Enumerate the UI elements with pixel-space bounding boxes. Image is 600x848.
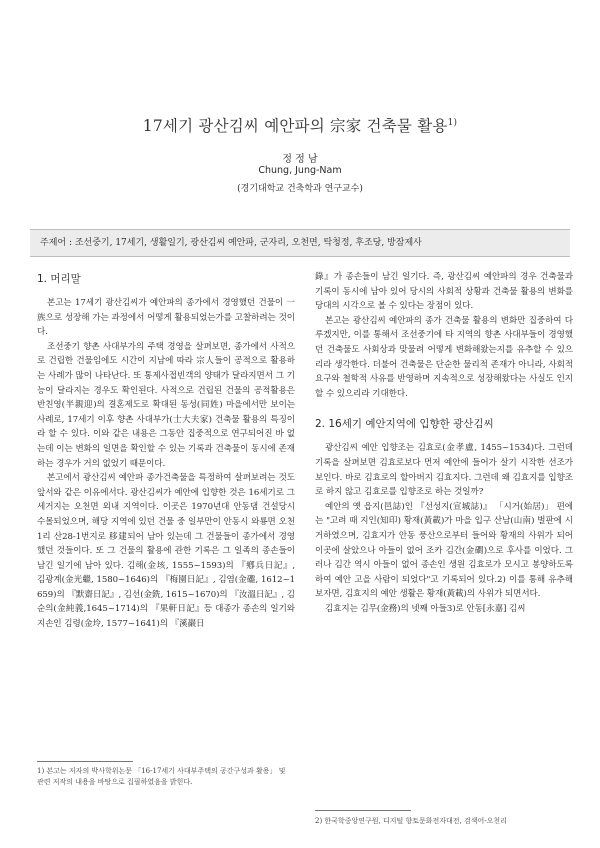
- author-affiliation: (경기대학교 건축학과 연구교수): [237, 184, 363, 194]
- footnote-rule: [37, 761, 133, 762]
- section-spacer: [315, 401, 573, 415]
- paper-title: [0, 114, 600, 136]
- heading-spacer: [315, 433, 573, 441]
- footnote-rule: [315, 810, 411, 811]
- section-1-heading: 1. 머리말: [37, 273, 81, 285]
- keywords-box: 주제어 : 조선중기, 17세기, 생활일기, 광산김씨 예안파, 군자리, 오천면, 탁청정, 후조당, 방잠제사: [30, 229, 570, 257]
- paragraph: 광산김씨 예안 입향조는 김효로(金孝盧, 1455~1534)다. 그런데 기록을 살펴보면 김효로보다 먼저 예안에 들어가 살기 시작한 선조가 보인다. 바로 김효로의 할아버지 김효지다. 그런데 왜 김효지를 입향조로 하지 않고 김효로를 입향조로 하는 것일까?: [315, 443, 573, 498]
- right-column: [315, 270, 573, 616]
- paragraph: 본고는 17세기 광산김씨가 예안파의 종가에서 경영했던 건물이 一族으로 성장해 가는 과정에서 어떻게 활용되었는가를 고찰하려는 것이다.: [37, 298, 295, 338]
- paragraph: 본고에서 광산김씨 예안파 종가건축물을 특정하여 살펴보려는 것도 앞서와 같은 이유에서다. 광산김씨가 예안에 입향한 것은 16세기로 그 세거지는 오천면 외내 지역이다. 이곳은 1970년대 안동댐 건설당시 수몰되었으며, 해당 지역에 있던 건물 중 일부만이 안동시 와룡면 오천1리 산28-1번지로 移建되어 남아 있는데 그 건물들이 종가에서 경영했던 것들이다. 또 그 건물의 활용에 관한 기록은 그 일족의 종손들이 남긴 일기에 남아 있다. 김해(金垓, 1555~1593)의 『鄕兵日記』, 김광계(金光繼, 1580~1646)의 『梅園日記』, 김염(金䃲, 1612~1659)의 『默齋日記』, 김선(金銑, 1615~1670)의 『汝溫日記』, 김순의(金純義,1645~1714)의 『果軒日記』등 대종가 종손의 일기와 지손인 김령(金坽, 1577~1641)의 『溪巖日: [37, 473, 295, 630]
- paragraph: 조선중기 향촌 사대부가의 주택 경영을 살펴보면, 종가에서 사적으로 건립한 건물임에도 시간이 지남에 따라 宗人들이 공적으로 활용하는 사례가 많이 나타난다. 또 통제사접빈객의 양태가 달라지면서 그 기능이 달라지는 경우도 확인된다. 사적으로 건립된 건물의 공적활용은 반친영(半親迎)의 결혼제도로 확대된 동성(同姓) 마을에서만 보이는 사례로, 17세기 이후 향촌 사대부가(士大夫家) 건축물 활용의 특징이라 할 수 있다. 이와 같은 내용은 그동안 집중적으로 연구되어진 바 없는데 이는 변화의 일면을 확인할 수 있는 기록과 건축물이 동시에 존재하는 경우가 거의 없었기 때문이다.: [37, 341, 295, 469]
- section-2-heading: 2. 16세기 예안지역에 입향한 광산김씨: [315, 418, 494, 431]
- author-name-english: Chung, Jung-Nam: [258, 165, 342, 176]
- author-name-korean: 정 정 남: [282, 154, 318, 165]
- paragraph: 예안의 옛 읍지(邑誌)인 『선성지(宣城誌)』 「시거(始居)」 편에는 "고려 때 지인(知印) 황재(黃載)가 마을 입구 산남(山南) 벌판에 시거하였으며, 김효지가 안동 풍산으로부터 들어와 황재의 사위가 되어 이곳에 살았으나 아들이 없어 조카 김간(金磵)으로 후사를 이었다. 그러나 김간 역시 아들이 없어 종손인 생원 김효로가 모시고 봉양하도록 하여 예안 고을 사람이 되었다"고 기록되어 있다.2) 이를 통해 유추해보자면, 김효지의 예안 생활은 황재(黃載)의 사위가 되면서다.: [315, 501, 573, 600]
- paper-title-text: 17세기 광산김씨 예안파의 宗家 건축물 활용: [142, 117, 448, 135]
- footnote-1: 1) 본고는 저자의 박사학위논문 「16-17세기 사대부주택의 공간구성과 활용」 및 관련 저작의 내용을 바탕으로 집필하였음을 밝힌다.: [37, 767, 286, 786]
- paragraph-continued: 錄』가 종손들이 남긴 일기다. 즉, 광산김씨 예안파의 경우 건축물과 기록이 동시에 남아 있어 당시의 사회적 상황과 건축물 활용의 변화를 당대의 시각으로 볼 수 있다는 장점이 있다.: [315, 272, 573, 312]
- footnote-2: 2) 한국학중앙연구원, 디지털 향토문화전자대전, 검색어-오천리: [315, 817, 507, 825]
- heading-spacer: [37, 288, 295, 296]
- left-column: [37, 270, 295, 632]
- paragraph: 김효지는 김무(金務)의 넷째 아들3)로 안동[永嘉] 김씨: [325, 603, 526, 614]
- title-footnote-marker: 1): [447, 117, 458, 128]
- paragraph: 본고는 광산김씨 예안파의 종가 건축물 활용의 변화만 집중하여 다루겠지만, 이를 통해서 조선중기에 타 지역의 향촌 사대부들이 경영했던 건축물도 사회상과 맞물려 어떻게 변화해왔는지를 유추할 수 있으리라 생각한다. 더불어 건축물은 단순한 물리적 존재가 아니라, 사회적 요구와 철학적 사유를 반영하며 지속적으로 성장해왔다는 사실도 인지할 수 있으리라 기대한다.: [315, 315, 573, 399]
